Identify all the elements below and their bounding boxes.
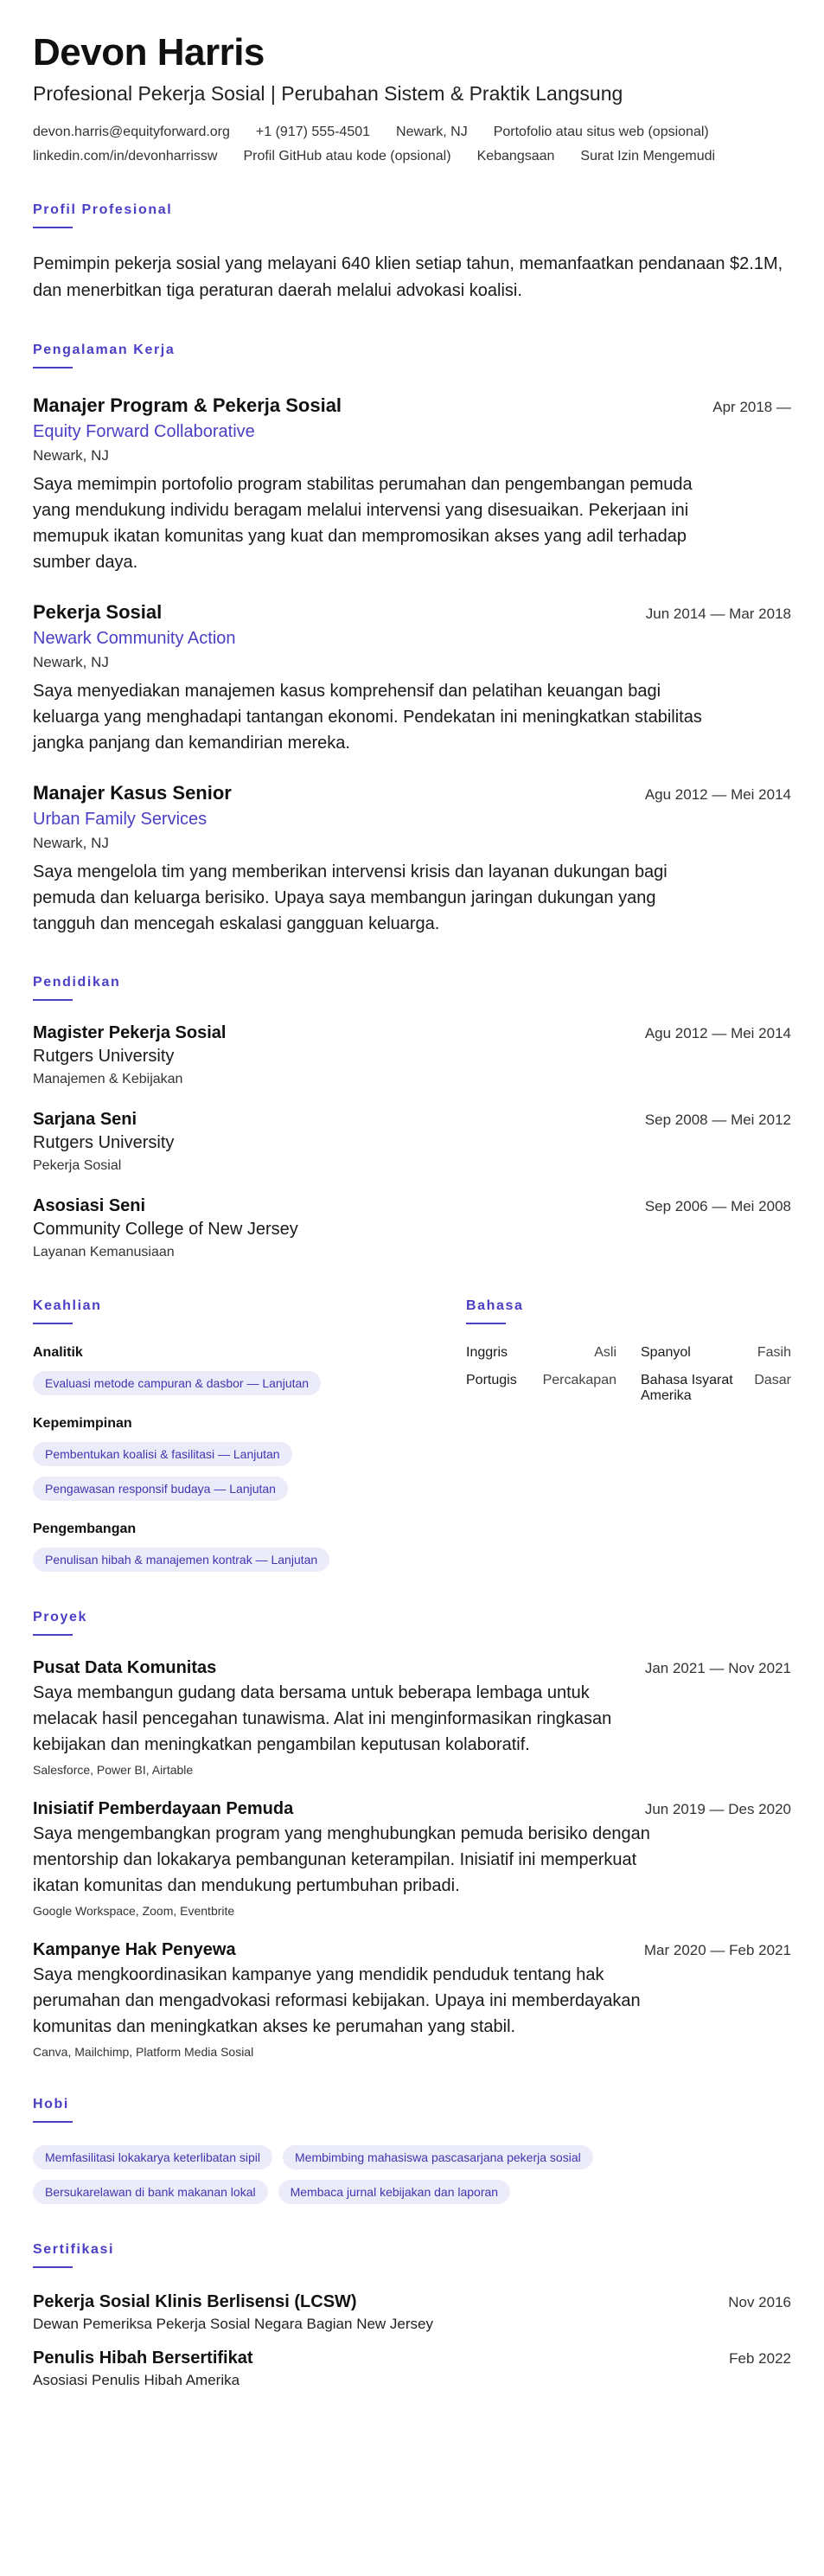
profile-text: Pemimpin pekerja sosial yang melayani 640 klien setiap tahun, memanfaatkan pendanaan $2.1M, dan menerbitkan tiga peraturan daerah melalui advokasi koalisi.: [33, 253, 783, 300]
job-location: Newark, NJ: [33, 834, 109, 851]
certification-issuer: Dewan Pemeriksa Pekerja Sosial Negara Bagian New Jersey: [33, 2315, 433, 2332]
resume-header: [33, 31, 791, 164]
job-title: Manajer Kasus Senior: [33, 781, 232, 804]
section-title: Pengalaman Kerja: [33, 342, 176, 357]
hobby-tag: Memfasilitasi lokakarya keterlibatan sipil: [33, 2145, 272, 2169]
project-entry: [33, 1940, 791, 2059]
study-field: Pekerja Sosial: [33, 1157, 122, 1173]
section-divider: [33, 1323, 73, 1324]
contact-phone[interactable]: +1 (917) 555-4501: [255, 124, 371, 139]
section-divider: [466, 1323, 506, 1324]
project-name: Pusat Data Komunitas: [33, 1657, 217, 1677]
job-description: Saya mengelola tim yang memberikan intervensi krisis dan layanan dukungan bagi pemuda dan keluarga berisiko. Upaya saya membangun jaringan dukungan yang tangguh dan mencegah eskalasi gangguan keluarga.: [33, 862, 668, 933]
language-level: Dasar: [754, 1372, 791, 1387]
education-date: Sep 2006 — Mei 2008: [644, 1197, 791, 1214]
languages-column: [466, 1298, 791, 1572]
job-location: Newark, NJ: [33, 653, 109, 670]
skill-tag: Evaluasi metode campuran & dasbor — Lanjutan: [33, 1371, 321, 1395]
certification-name: Pekerja Sosial Klinis Berlisensi (LCSW): [33, 2291, 357, 2311]
section-divider: [33, 2121, 73, 2123]
section-title: Keahlian: [33, 1298, 102, 1313]
project-tech: Canva, Mailchimp, Platform Media Sosial: [33, 2044, 254, 2059]
skill-category: Pengembangan: [33, 1521, 137, 1536]
school-name: Community College of New Jersey: [33, 1219, 298, 1239]
job-date: Agu 2012 — Mei 2014: [644, 785, 791, 803]
school-name: Rutgers University: [33, 1132, 175, 1152]
contact-drivers-license: Surat Izin Mengemudi: [580, 148, 716, 163]
language-name: Spanyol: [641, 1344, 691, 1360]
language-name: Inggris: [466, 1344, 508, 1360]
study-field: Layanan Kemanusiaan: [33, 1244, 175, 1259]
contact-list: [33, 125, 791, 164]
degree-title: Magister Pekerja Sosial: [33, 1022, 227, 1042]
job-entry: [33, 601, 791, 756]
language-name: Portugis: [466, 1372, 517, 1387]
section-divider: [33, 367, 73, 368]
job-date: Apr 2018 —: [712, 398, 791, 415]
education-entry: [33, 1196, 791, 1260]
contact-portfolio[interactable]: Portofolio atau situs web (opsional): [493, 124, 709, 139]
job-organization: Equity Forward Collaborative: [33, 421, 255, 441]
section-divider: [33, 1634, 73, 1636]
language-level: Fasih: [757, 1344, 791, 1360]
job-title: Pekerja Sosial: [33, 600, 163, 623]
job-title: Manajer Program & Pekerja Sosial: [33, 394, 342, 416]
project-description: Saya mengkoordinasikan kampanye yang mendidik penduduk tentang hak perumahan dan mengadvokasi reformasi kebijakan. Upaya ini memberdayakan komunitas dan meningkatkan akses ke perumahan yang stabil.: [33, 1964, 641, 2036]
skill-tag: Pengawasan responsif budaya — Lanjutan: [33, 1477, 288, 1501]
language-item: [466, 1345, 616, 1361]
school-name: Rutgers University: [33, 1046, 175, 1066]
certification-name: Penulis Hibah Bersertifikat: [33, 2348, 253, 2368]
section-title: Bahasa: [466, 1298, 524, 1313]
job-description: Saya memimpin portofolio program stabilitas perumahan dan pengembangan pemuda yang mendukung individu beragam melalui intervensi yang disesuaikan. Pekerjaan ini memupuk ikatan komunitas yang kuat dan mempromosikan akses yang adil terhadap sumber daya.: [33, 474, 693, 572]
certification-issuer: Asosiasi Penulis Hibah Amerika: [33, 2371, 240, 2388]
projects-section: [33, 1610, 791, 2059]
language-item: [466, 1373, 616, 1404]
study-field: Manajemen & Kebijakan: [33, 1071, 183, 1086]
project-description: Saya membangun gudang data bersama untuk beberapa lembaga untuk melacak hasil pencegahan tunawisma. Alat ini menginformasikan ringkasan kebijakan dan meningkatkan pengambilan keputusan kolaboratif.: [33, 1682, 612, 1754]
language-level: Asli: [594, 1344, 616, 1360]
project-description: Saya mengembangkan program yang menghubungkan pemuda berisiko dengan mentorship dan lokakarya pembangunan keterampilan. Inisiatif ini memperkuat ikatan komunitas dan mendukung pertumbuhan pribadi.: [33, 1823, 650, 1895]
project-tech: Google Workspace, Zoom, Eventbrite: [33, 1903, 235, 1918]
section-title: Hobi: [33, 2096, 69, 2111]
hobbies-section: [33, 2097, 791, 2204]
language-item: [641, 1345, 791, 1361]
skills-languages-section: [33, 1298, 791, 1572]
skill-category: Analitik: [33, 1344, 83, 1360]
job-description: Saya menyediakan manajemen kasus komprehensif dan pelatihan keuangan bagi keluarga yang menghadapi tantangan ekonomi. Pendekatan ini meningkatkan stabilitas jangka panjang dan kemandirian mereka.: [33, 681, 702, 753]
job-location: Newark, NJ: [33, 446, 109, 464]
certification-entry: [33, 2292, 791, 2333]
section-title: Proyek: [33, 1609, 87, 1624]
education-entry: [33, 1110, 791, 1174]
certification-entry: [33, 2349, 791, 2389]
hobby-tag: Membaca jurnal kebijakan dan laporan: [278, 2180, 510, 2204]
language-name: Bahasa Isyarat Amerika: [641, 1372, 733, 1403]
degree-title: Sarjana Seni: [33, 1109, 137, 1129]
candidate-tagline: Profesional Pekerja Sosial | Perubahan Sistem & Praktik Langsung: [33, 81, 623, 105]
profile-section: [33, 202, 791, 304]
hobby-tag: Bersukarelawan di bank makanan lokal: [33, 2180, 268, 2204]
job-organization: Newark Community Action: [33, 628, 236, 648]
language-list: [466, 1345, 791, 1404]
project-entry: [33, 1658, 791, 1777]
section-divider: [33, 227, 73, 228]
candidate-name: Devon Harris: [33, 31, 265, 74]
section-title: Profil Profesional: [33, 202, 173, 217]
section-title: Pendidikan: [33, 974, 121, 990]
job-entry: [33, 782, 791, 937]
education-date: Sep 2008 — Mei 2012: [644, 1111, 791, 1128]
section-divider: [33, 999, 73, 1001]
project-date: Jun 2019 — Des 2020: [644, 1800, 791, 1817]
job-organization: Urban Family Services: [33, 809, 208, 829]
education-section: [33, 975, 791, 1260]
contact-email[interactable]: devon.harris@equityforward.org: [33, 124, 230, 139]
section-divider: [33, 2266, 73, 2268]
contact-github[interactable]: Profil GitHub atau kode (opsional): [243, 148, 451, 163]
degree-title: Asosiasi Seni: [33, 1195, 146, 1215]
project-name: Kampanye Hak Penyewa: [33, 1939, 236, 1959]
skill-tag: Pembentukan koalisi & fasilitasi — Lanjutan: [33, 1442, 292, 1466]
experience-section: [33, 343, 791, 937]
section-title: Sertifikasi: [33, 2241, 115, 2257]
education-date: Agu 2012 — Mei 2014: [644, 1024, 791, 1041]
skills-column: [33, 1298, 418, 1572]
project-entry: [33, 1799, 791, 1918]
certification-date: Nov 2016: [728, 2293, 791, 2310]
language-item: [641, 1373, 791, 1404]
language-level: Percakapan: [542, 1372, 616, 1387]
contact-location: Newark, NJ: [396, 124, 468, 139]
contact-linkedin[interactable]: linkedin.com/in/devonharrissw: [33, 148, 218, 163]
project-date: Jan 2021 — Nov 2021: [644, 1659, 791, 1676]
project-tech: Salesforce, Power BI, Airtable: [33, 1762, 194, 1777]
project-name: Inisiatif Pemberdayaan Pemuda: [33, 1798, 294, 1818]
hobby-list: [33, 2135, 791, 2204]
skill-category: Kepemimpinan: [33, 1415, 132, 1431]
contact-nationality: Kebangsaan: [476, 148, 555, 163]
certifications-section: [33, 2242, 791, 2389]
job-date: Jun 2014 — Mar 2018: [645, 605, 791, 622]
certification-date: Feb 2022: [729, 2349, 791, 2367]
skill-tag: Penulisan hibah & manajemen kontrak — Lanjutan: [33, 1548, 329, 1572]
project-date: Mar 2020 — Feb 2021: [643, 1941, 791, 1958]
hobby-tag: Membimbing mahasiswa pascasarjana pekerja sosial: [283, 2145, 593, 2169]
education-entry: [33, 1023, 791, 1087]
job-entry: [33, 394, 791, 575]
